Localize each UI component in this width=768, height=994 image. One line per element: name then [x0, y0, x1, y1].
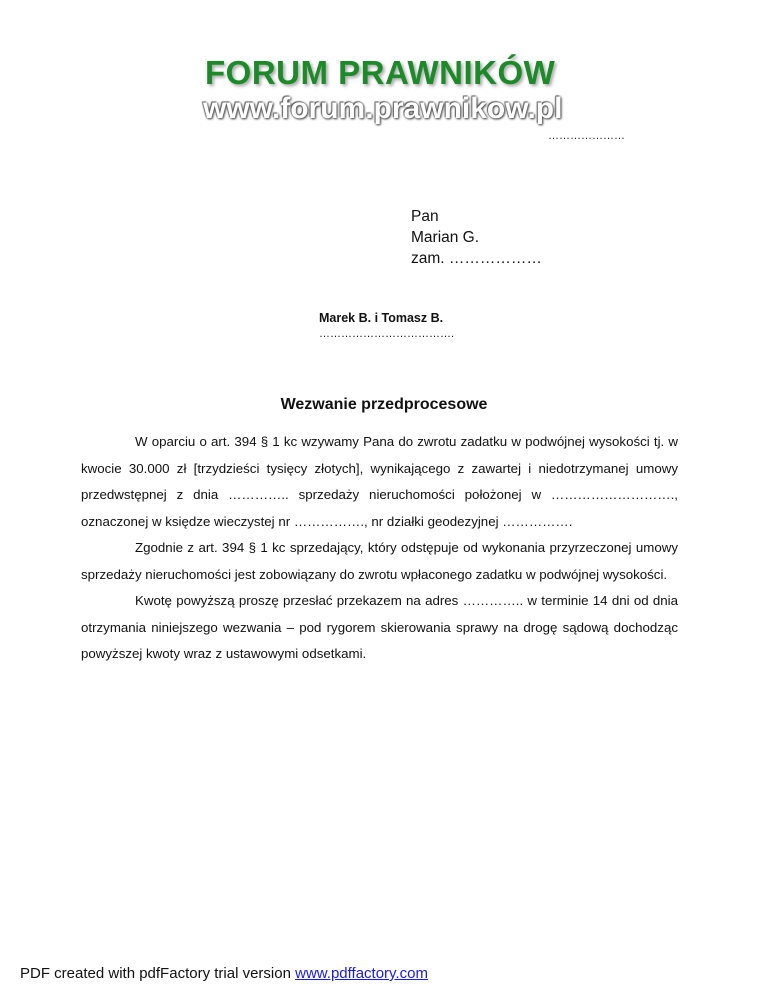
sender-address: ………………………………. — [319, 328, 455, 340]
logo-title: FORUM PRAWNIKÓW — [205, 54, 556, 91]
pdf-footer — [20, 965, 428, 982]
paragraph: Zgodnie z art. 394 § 1 kc sprzedający, który odstępuje od wykonania przyrzeczonej umowy sprzedaży nieruchomości jest zobowiązany do zwrotu wpłaconego zadatku w podwójnej wysokości. — [81, 540, 678, 582]
document-title: Wezwanie przedprocesowe — [280, 396, 488, 413]
paragraph: Kwotę powyższą proszę przesłać przekazem na adres ………….. w terminie 14 dni od dnia otrzymania niniejszego wezwania – pod rygorem skierowania sprawy na drogę sądową dochodząc powyższej kwoty wraz z ustawowymi odsetkami. — [81, 593, 678, 661]
recipient-block — [411, 206, 542, 269]
footer-text: PDF created with pdfFactory trial version — [20, 965, 296, 982]
place-date: ………………… — [548, 130, 625, 142]
footer-link[interactable]: www.pdffactory.com — [295, 965, 428, 982]
sender-block — [319, 309, 454, 341]
paragraph: W oparciu o art. 394 § 1 kc wzywamy Pana do zwrotu zadatku w podwójnej wysokości tj. w kwocie 30.000 zł [trzydzieści tysięcy złotych], wynikającego z zawartej i niedotrzymanej umowy przedwstępnej z dnia ………….. sprzedaży nieruchomości położonej w ………………………., oznaczonej w księdze wieczystej nr ……………., nr działki geodezyjnej ……………. — [81, 434, 678, 529]
document-body — [81, 429, 678, 668]
recipient-address: zam. ……………… — [411, 250, 542, 267]
recipient-salutation: Pan — [411, 208, 439, 225]
recipient-name: Marian G. — [411, 229, 480, 246]
logo-url: www.forum.prawnikow.pl — [203, 92, 563, 125]
sender-names: Marek B. i Tomasz B. — [319, 311, 444, 325]
